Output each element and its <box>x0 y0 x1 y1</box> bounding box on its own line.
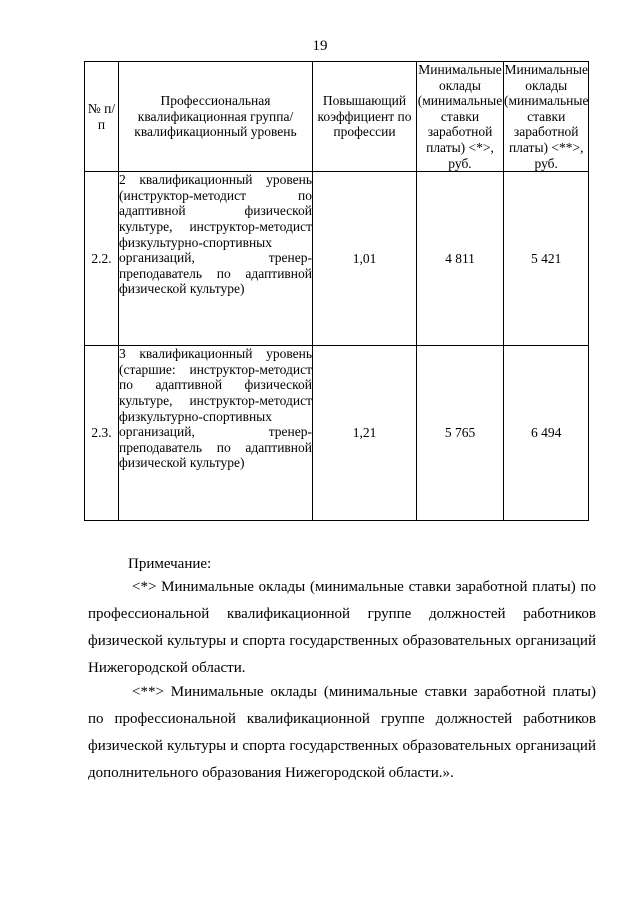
row-min-salary-1: 4 811 <box>417 172 504 346</box>
header-number: № п/п <box>85 62 119 172</box>
footnote-single-star: <*> Минимальные оклады (минимальные ставки заработной платы) по профессиональной квалификационной группе должностей работников физической культуры и спорта государственных образовательных организаций Нижегородской области. <box>88 579 596 676</box>
header-group: Профессиональная квалификационная группа/квалификационный уровень <box>119 62 313 172</box>
row-min-salary-2: 6 494 <box>504 346 589 521</box>
table-row <box>85 346 589 521</box>
row-group: 2 квалификационный уровень (инструктор-методист по адаптивной физической культуре, инструктор-методист физкультурно-спортивных организаций, тренер-преподаватель по адаптивной физической культуре) <box>119 172 313 346</box>
row-coefficient: 1,01 <box>313 172 417 346</box>
row-coefficient: 1,21 <box>313 346 417 521</box>
row-group: 3 квалификационный уровень (старшие: инструктор-методист по адаптивной физической культуре, инструктор-методист физкультурно-спортивных организаций, тренер-преподаватель по адаптивной физической культуре) <box>119 346 313 521</box>
header-min-salary-2: Минимальные оклады (минимальные ставки заработной платы) <**>, руб. <box>504 62 589 171</box>
note-label: Примечание: <box>128 556 212 572</box>
footnote-double-star: <**> Минимальные оклады (минимальные ставки заработной платы) по профессиональной квалификационной группе должностей работников физической культуры и спорта государственных образовательных организаций дополнительного образования Нижегородской области.». <box>88 684 596 781</box>
table-row <box>85 172 589 346</box>
table-header-row <box>85 62 589 172</box>
row-min-salary-1: 5 765 <box>417 346 504 521</box>
header-min-salary-1: Минимальные оклады (минимальные ставки заработной платы) <*>, руб. <box>417 62 503 171</box>
row-number: 2.2. <box>85 172 119 346</box>
row-min-salary-2: 5 421 <box>504 172 589 346</box>
page-number: 19 <box>312 38 328 54</box>
header-coefficient: Повышающий коэффициент по профессии <box>313 62 417 172</box>
salary-table <box>84 61 589 521</box>
row-number: 2.3. <box>85 346 119 521</box>
